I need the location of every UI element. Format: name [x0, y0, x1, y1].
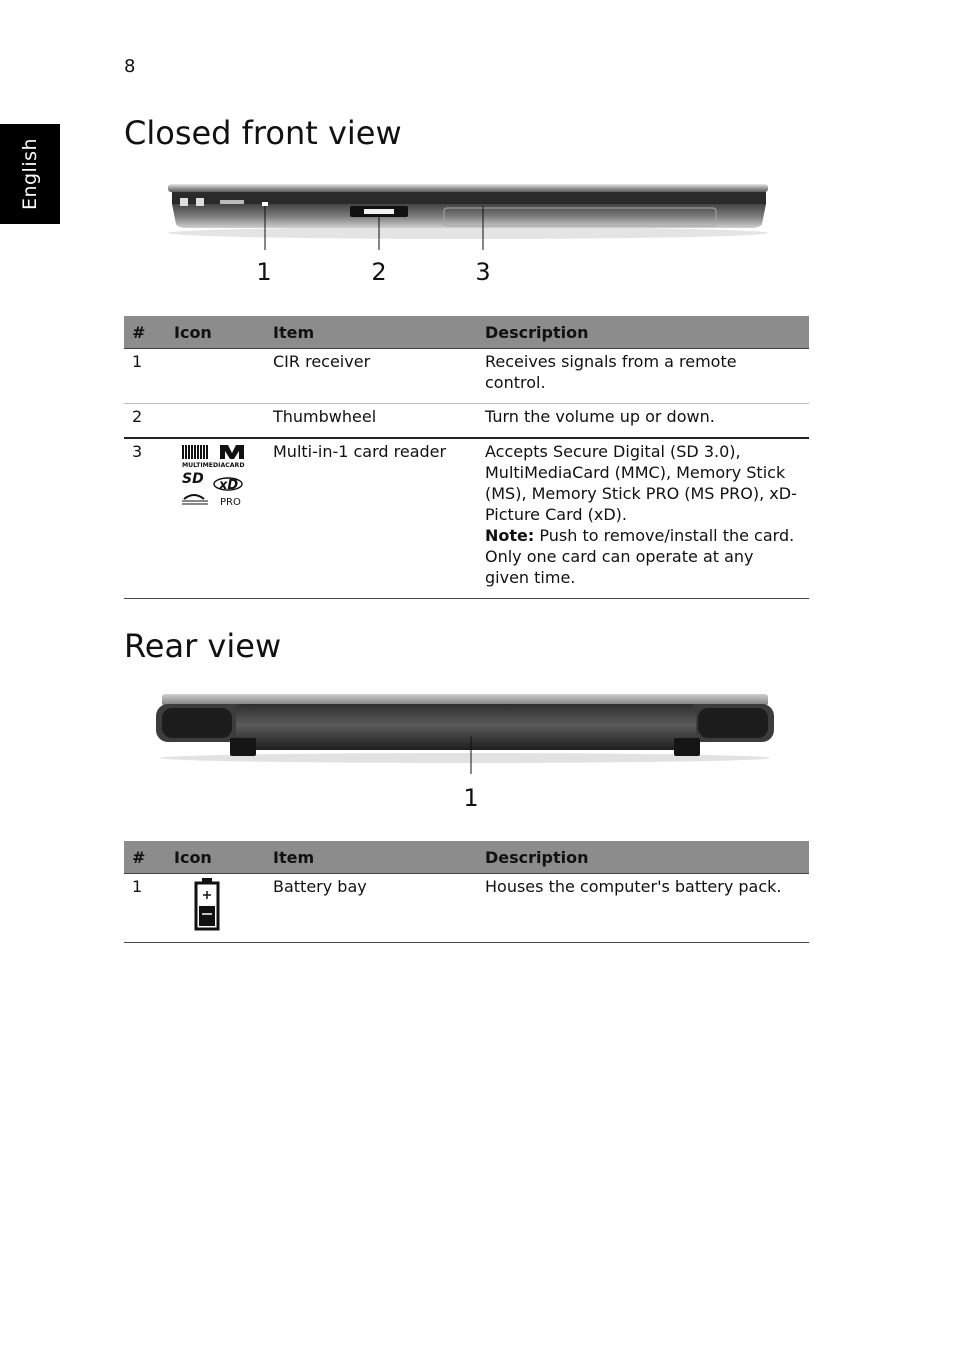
table-row — [124, 404, 809, 439]
row-icon-cell — [166, 349, 265, 404]
header-item: Item — [265, 841, 477, 874]
row-icon-cell — [166, 874, 265, 943]
table-row — [124, 874, 809, 943]
rear-foot-right — [674, 738, 700, 756]
header-description: Description — [477, 316, 809, 349]
row-number: 3 — [124, 438, 166, 599]
callout-2: 2 — [371, 258, 387, 286]
callout-1: 1 — [256, 258, 272, 286]
row-item: Multi-in-1 card reader — [265, 438, 477, 599]
header-item: Item — [265, 316, 477, 349]
card-reader-slot — [220, 200, 244, 204]
table-header-row — [124, 841, 809, 874]
row-item: Thumbwheel — [265, 404, 477, 439]
laptop-lid-edge — [168, 184, 768, 192]
row-description: Turn the volume up or down. — [477, 404, 809, 439]
status-led-1 — [180, 198, 188, 206]
note-label: Note: — [485, 526, 535, 545]
header-number: # — [124, 316, 166, 349]
section-title-closed-front-view: Closed front view — [124, 114, 402, 152]
status-led-2 — [196, 198, 204, 206]
header-icon: Icon — [166, 316, 265, 349]
svg-text:PRO: PRO — [220, 497, 241, 507]
xd-logo — [214, 478, 242, 493]
note-text: Push to remove/install the card. Only one card can operate at any given time. — [485, 526, 795, 587]
battery-icon — [190, 876, 230, 932]
section-title-rear-view: Rear view — [124, 627, 282, 665]
language-tab — [0, 124, 60, 224]
row-description — [477, 438, 809, 599]
description-text: Accepts Secure Digital (SD 3.0), MultiMediaCard (MMC), Memory Stick (MS), Memory Stick PRO (MS PRO), xD-Picture Card (xD). — [485, 442, 797, 524]
sd-logo: SD — [182, 471, 204, 487]
row-number: 2 — [124, 404, 166, 439]
rear-hinge-right — [698, 708, 768, 738]
language-tab-label: English — [19, 137, 42, 211]
closed-front-view-figure — [150, 178, 790, 288]
card-reader-logos-icon — [180, 441, 250, 507]
table-row — [124, 349, 809, 404]
table-row — [124, 438, 809, 599]
rear-foot-left — [230, 738, 256, 756]
row-number: 1 — [124, 349, 166, 404]
closed-front-view-table — [124, 316, 809, 599]
callout-1: 1 — [463, 784, 479, 812]
callout-3: 3 — [475, 258, 491, 286]
thumbwheel-highlight — [364, 209, 394, 214]
rear-view-figure — [150, 688, 780, 818]
mmc-logo — [182, 445, 244, 469]
table-header-row — [124, 316, 809, 349]
row-description: Houses the computer's battery pack. — [477, 874, 809, 943]
memory-stick-pro-logo — [182, 495, 241, 507]
cir-receiver-window — [262, 202, 268, 206]
header-number: # — [124, 841, 166, 874]
row-description: Receives signals from a remote control. — [477, 349, 809, 404]
laptop-front-bezel — [172, 192, 766, 204]
rear-view-table — [124, 841, 809, 943]
rear-hinge-left — [162, 708, 232, 738]
battery-pack — [236, 704, 696, 750]
svg-text:MULTIMEDIACARD: MULTIMEDIACARD — [182, 462, 245, 469]
header-description: Description — [477, 841, 809, 874]
row-number: 1 — [124, 874, 166, 943]
row-item: CIR receiver — [265, 349, 477, 404]
row-icon-cell — [166, 438, 265, 599]
header-icon: Icon — [166, 841, 265, 874]
page-number: 8 — [124, 56, 136, 77]
svg-text:xD: xD — [219, 478, 239, 493]
laptop-shadow — [168, 227, 768, 239]
row-icon-cell — [166, 404, 265, 439]
row-item: Battery bay — [265, 874, 477, 943]
